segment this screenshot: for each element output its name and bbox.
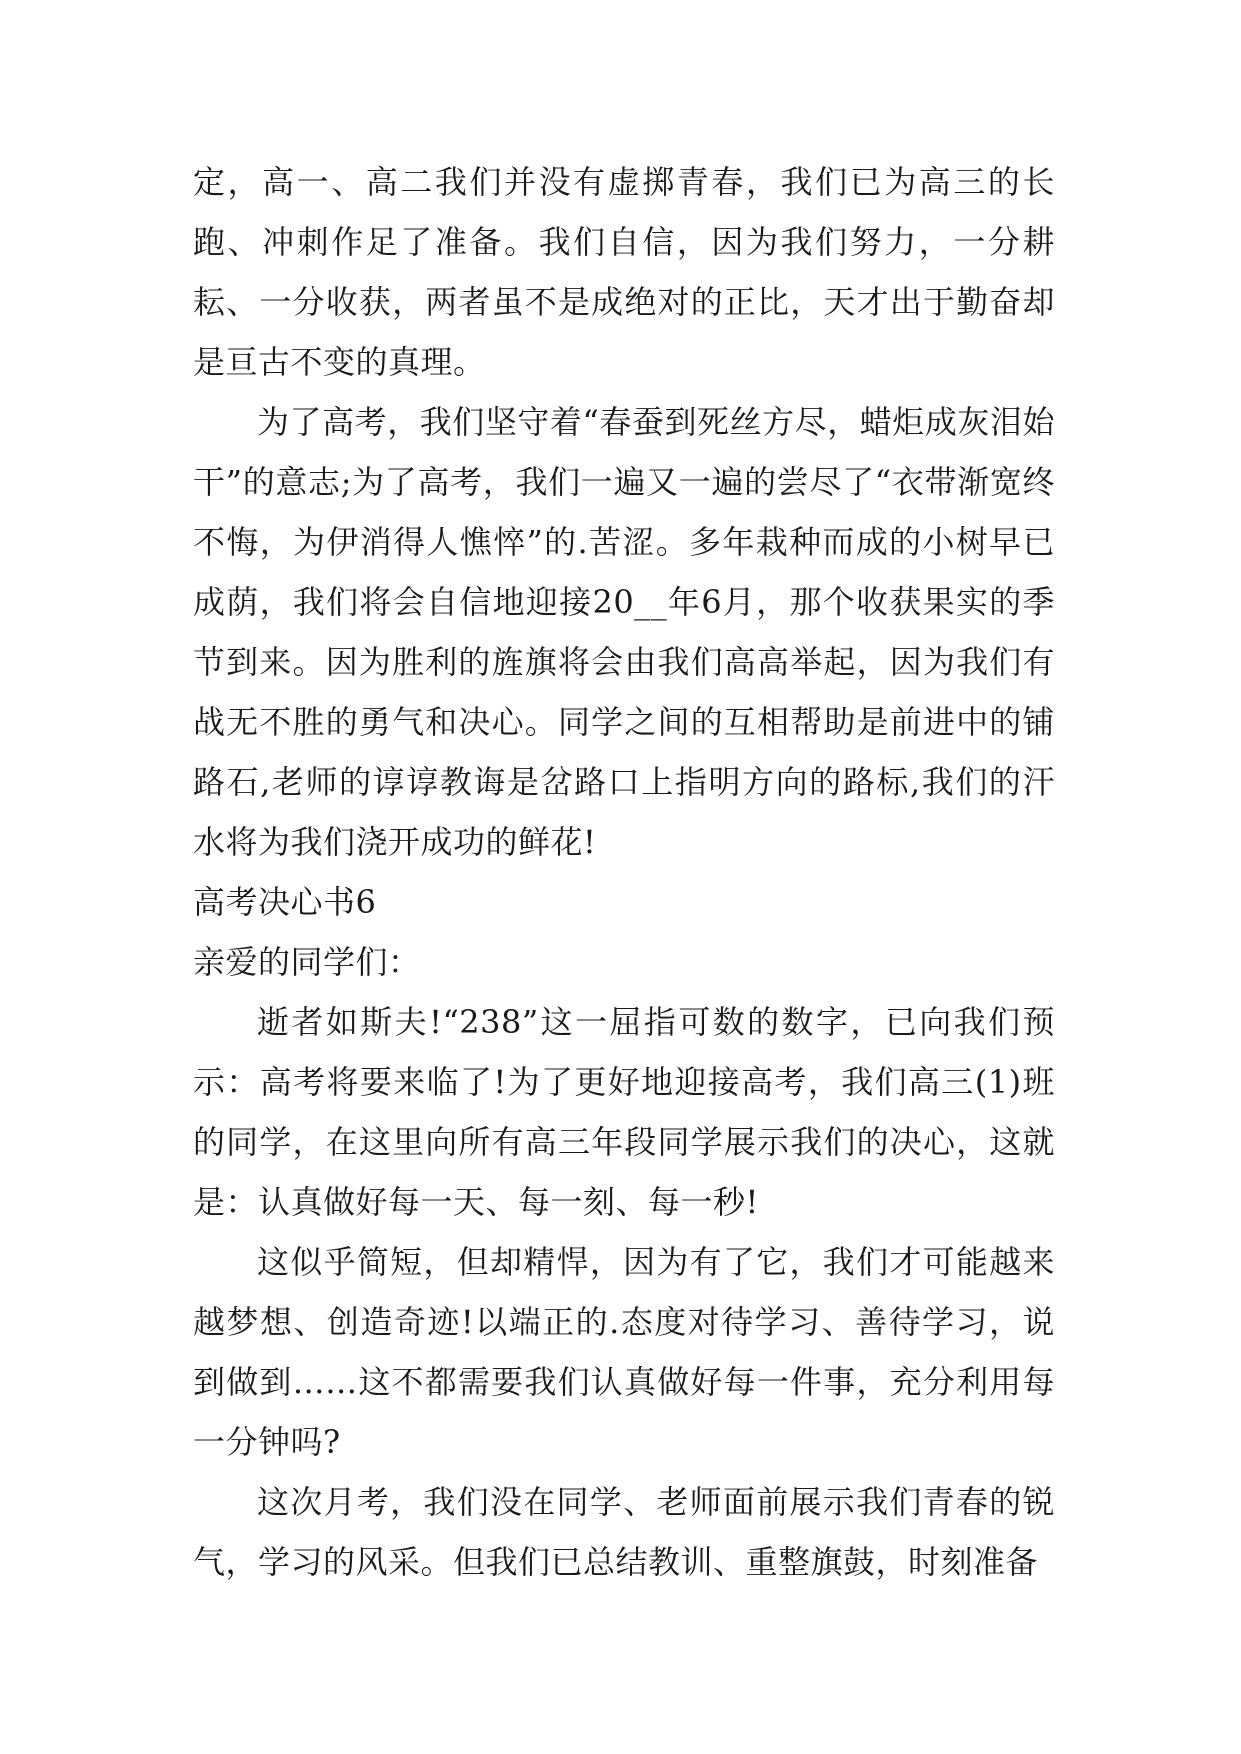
body-paragraph: 定，高一、高二我们并没有虚掷青春，我们已为高三的长跑、冲刺作足了准备。我们自信，因为我们努力，一分耕耘、一分收获，两者虽不是成绝对的正比，天才出于勤奋却是亘古不变的真理。 xyxy=(193,163,1055,381)
document-page xyxy=(193,152,1055,1592)
body-paragraph: 为了高考，我们坚守着“春蚕到死丝方尽，蜡炬成灰泪始干”的意志;为了高考，我们一遍又一遍的尝尽了“衣带渐宽终不悔，为伊消得人憔悴”的.苦涩。多年栽种而成的小树早已成荫，我们将会自信地迎接20__年6月，那个收获果实的季节到来。因为胜利的旌旗将会由我们高高举起，因为我们有战无不胜的勇气和决心。同学之间的互相帮助是前进中的铺路石,老师的谆谆教诲是岔路口上指明方向的路标,我们的汗水将为我们浇开成功的鲜花! xyxy=(193,403,1055,861)
salutation: 亲爱的同学们： xyxy=(193,943,421,981)
section-heading: 高考决心书6 xyxy=(193,883,377,921)
body-paragraph: 逝者如斯夫!“238”这一屈指可数的数字，已向我们预示：高考将要来临了!为了更好地迎接高考，我们高三(1)班的同学，在这里向所有高三年段同学展示我们的决心，这就是：认真做好每一天、每一刻、每一秒! xyxy=(193,1003,1055,1221)
body-paragraph: 这次月考，我们没在同学、老师面前展示我们青春的锐气，学习的风采。但我们已总结教训、重整旗鼓，时刻准备 xyxy=(193,1483,1055,1581)
body-paragraph: 这似乎简短，但却精悍，因为有了它，我们才可能越来越梦想、创造奇迹!以端正的.态度对待学习、善待学习，说到做到……这不都需要我们认真做好每一件事，充分利用每一分钟吗? xyxy=(193,1243,1055,1461)
